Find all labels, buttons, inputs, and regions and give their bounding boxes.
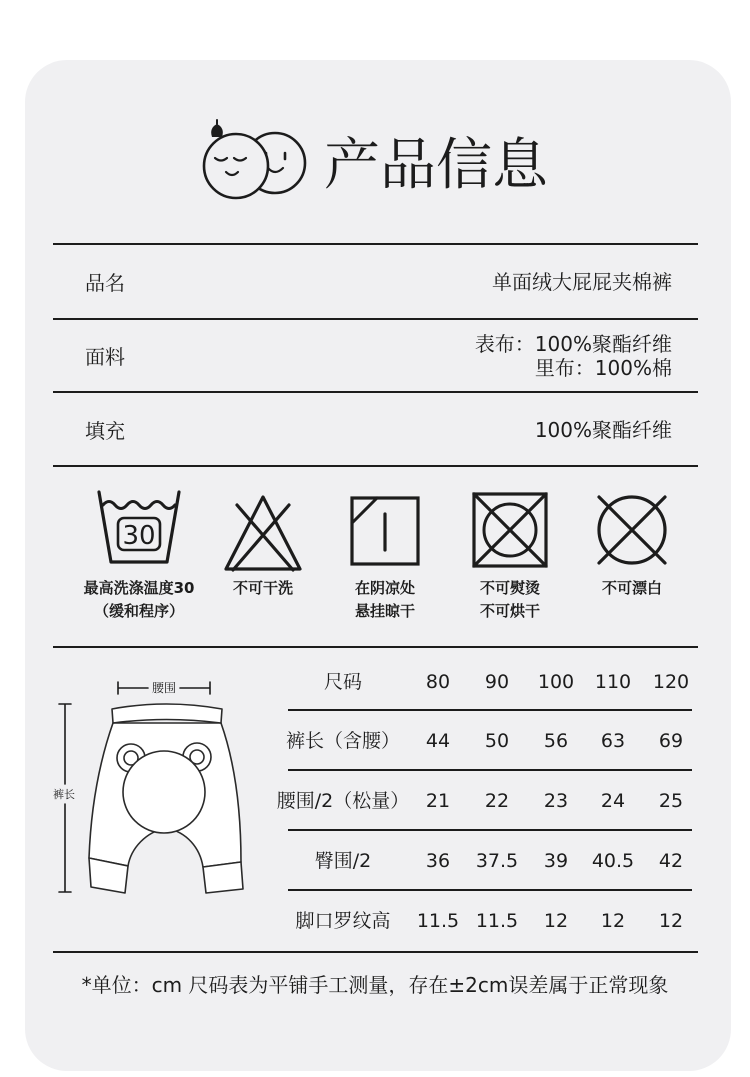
care-label-line: （缓和程序） (93, 602, 184, 620)
table-cell: 63 (600, 730, 626, 752)
table-row (0, 891, 750, 951)
no-dry-clean-icon (223, 493, 303, 573)
care-item-iron-tumble (440, 486, 580, 626)
divider (53, 646, 698, 648)
table-cell: 22 (484, 790, 510, 812)
table-cell: 12 (600, 910, 626, 932)
table-cell: 56 (543, 730, 569, 752)
care-label-line: 不可熨烫 (479, 579, 540, 597)
care-label (69, 577, 209, 623)
info-row-fabric (53, 320, 698, 391)
length-label: 裤长 (53, 788, 75, 801)
info-label: 面料 (85, 345, 125, 369)
info-row-filling (53, 393, 698, 466)
care-label (562, 577, 702, 600)
care-item-dry-clean (193, 486, 333, 626)
size-cell: 110 (594, 671, 632, 693)
divider (53, 465, 698, 467)
table-cell: 12 (658, 910, 684, 932)
no-iron-no-tumble-dry-icon (472, 492, 548, 568)
size-cell: 100 (537, 671, 575, 693)
footer-note: *单位：cm 尺码表为平铺手工测量，存在±2cm误差属于正常现象 (81, 973, 669, 997)
table-cell: 11.5 (416, 910, 460, 932)
table-cell: 23 (543, 790, 569, 812)
info-label: 填充 (85, 419, 125, 443)
size-cell: 90 (484, 671, 510, 693)
table-cell: 11.5 (475, 910, 519, 932)
info-label: 品名 (85, 271, 125, 295)
table-cell: 69 (658, 730, 684, 752)
page-title: 产品信息 (324, 133, 548, 198)
divider (53, 951, 698, 953)
table-cell: 36 (425, 850, 451, 872)
table-row-label: 臀围/2 (314, 850, 372, 872)
twin-faces-logo-icon (198, 118, 310, 202)
size-cell: 120 (652, 671, 690, 693)
table-cell: 24 (600, 790, 626, 812)
care-label-line: 在阴凉处 (354, 579, 415, 597)
care-label (315, 577, 455, 623)
care-item-wash (69, 486, 209, 626)
size-header-row (0, 652, 750, 712)
care-label (440, 577, 580, 623)
care-label (193, 577, 333, 600)
info-value (492, 270, 672, 294)
table-cell: 21 (425, 790, 451, 812)
info-value-line: 100%聚酯纤维 (534, 417, 672, 442)
table-row (0, 831, 750, 891)
table-row (0, 771, 750, 831)
table-cell: 37.5 (475, 850, 519, 872)
table-cell: 40.5 (591, 850, 635, 872)
wash-30-icon (94, 488, 184, 566)
table-row-label: 尺码 (323, 671, 362, 693)
info-value-line: 里布：100%棉 (534, 355, 672, 380)
wash-temperature: 30 (122, 521, 156, 551)
table-cell: 25 (658, 790, 684, 812)
info-value (475, 332, 672, 380)
table-row-label: 腰围/2（松量） (276, 790, 410, 812)
dry-in-shade-icon (350, 496, 420, 566)
table-cell: 12 (543, 910, 569, 932)
info-value (535, 418, 672, 442)
table-row-label: 脚口罗纹高 (295, 910, 391, 932)
care-label-line: 不可漂白 (601, 579, 662, 597)
size-cell: 80 (425, 671, 451, 693)
table-cell: 50 (484, 730, 510, 752)
info-value-line: 单面绒大屁屁夹棉裤 (492, 269, 672, 294)
table-row-label: 裤长（含腰） (285, 730, 400, 752)
info-row-name (53, 245, 698, 318)
table-row (0, 711, 750, 771)
table-cell: 39 (543, 850, 569, 872)
info-value-line: 表布：100%聚酯纤维 (474, 331, 672, 356)
table-cell: 42 (658, 850, 684, 872)
care-item-bleach (562, 486, 702, 626)
no-bleach-icon (594, 492, 670, 568)
care-label-line: 不可干洗 (232, 579, 293, 597)
waist-label: 腰围 (151, 681, 177, 695)
care-label-line: 不可烘干 (479, 602, 540, 620)
table-cell: 44 (425, 730, 451, 752)
care-item-shade-dry (315, 486, 455, 626)
care-label-line: 悬挂晾干 (354, 602, 415, 620)
care-label-line: 最高洗涤温度30 (83, 579, 195, 597)
